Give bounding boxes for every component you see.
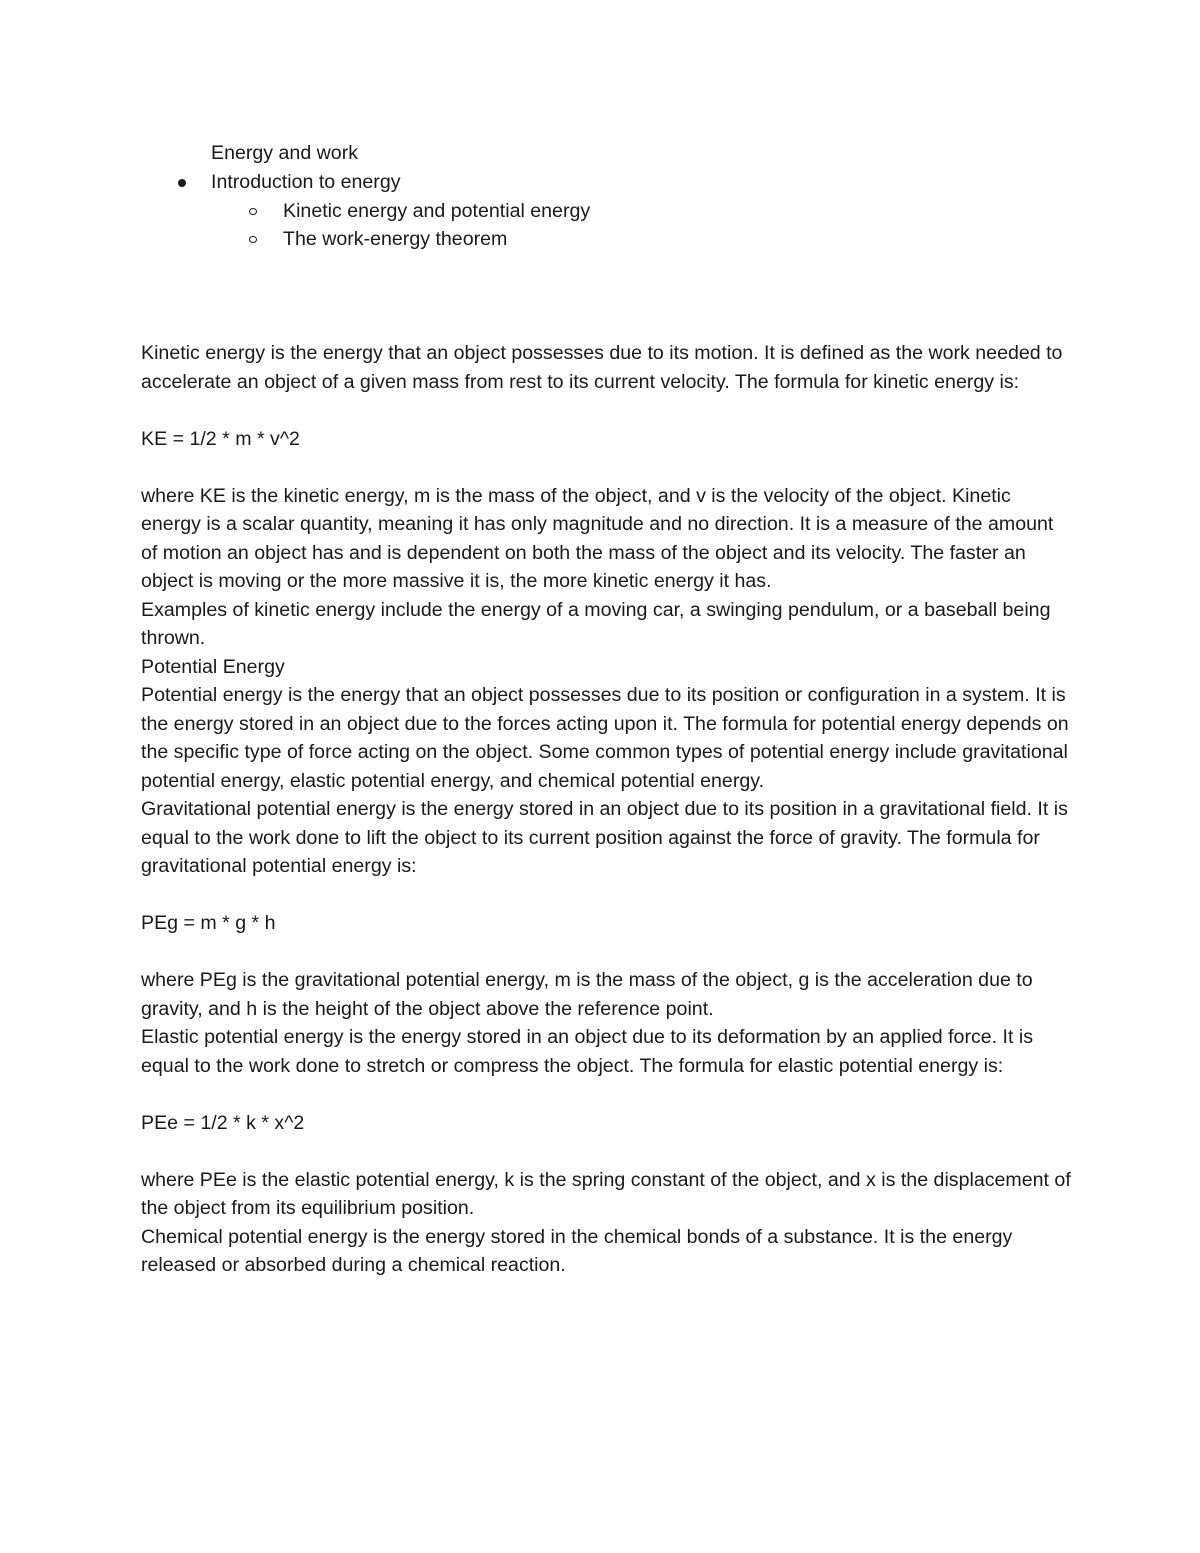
formula: PEg = m * g * h xyxy=(141,912,276,934)
paragraph: where PEe is the elastic potential energy, k is the spring constant of the object, and x is the displacement of the object from its equilibrium position. xyxy=(141,1168,1077,1219)
outline-item-level1: Introduction to energy xyxy=(211,171,401,193)
paragraph: Chemical potential energy is the energy stored in the chemical bonds of a substance. It is the energy released or absorbed during a chemical reaction. xyxy=(141,1225,1018,1276)
formula: KE = 1/2 * m * v^2 xyxy=(141,427,300,450)
paragraph: Examples of kinetic energy include the energy of a moving car, a swinging pendulum, or a baseball being thrown. xyxy=(141,598,1056,649)
document-body xyxy=(141,339,1077,1280)
outline-title: Energy and work xyxy=(211,142,359,164)
paragraph: Elastic potential energy is the energy stored in an object due to its deformation by an applied force. It is equal to the work done to stretch or compress the object. The formula for elastic potential energy is: xyxy=(141,1026,1039,1077)
paragraph: Gravitational potential energy is the energy stored in an object due to its position in a gravitational field. It is equal to the work done to lift the object to its current position against the force of gravity. The formula for gravitational potential energy is: xyxy=(141,798,1074,877)
paragraph: where PEg is the gravitational potential energy, m is the mass of the object, g is the acceleration due to gravity, and h is the height of the object above the reference point. xyxy=(141,969,1039,1020)
outline-item-level2: Kinetic energy and potential energy xyxy=(283,200,591,222)
paragraph: where KE is the kinetic energy, m is the mass of the object, and v is the velocity of the object. Kinetic energy is a scalar quantity, meaning it has only magnitude and no direction. It is a measure of the amount of motion an object has and is dependent on both the mass of the object and its velocity. The faster an object is moving or the more massive it is, the more kinetic energy it has. xyxy=(141,484,1059,592)
paragraph: Kinetic energy is the energy that an object possesses due to its motion. It is defined as the work needed to accelerate an object of a given mass from rest to its current velocity. The formula for kinetic energy is: xyxy=(141,342,1068,393)
formula: PEe = 1/2 * k * x^2 xyxy=(141,1111,305,1134)
outline-item-level2: The work-energy theorem xyxy=(283,228,508,250)
hollow-bullet-icon xyxy=(249,208,257,215)
paragraph: Potential energy is the energy that an object possesses due to its position or configuration in a system. It is the energy stored in an object due to the forces acting upon it. The formula for potential energy depends on the specific type of force acting on the object. Some common types of potential energy include gravitational potential energy, elastic potential energy, and chemical potential energy. xyxy=(141,684,1075,792)
section-heading: Potential Energy xyxy=(141,655,285,678)
hollow-bullet-icon xyxy=(249,236,257,243)
filled-bullet-icon xyxy=(178,179,186,187)
